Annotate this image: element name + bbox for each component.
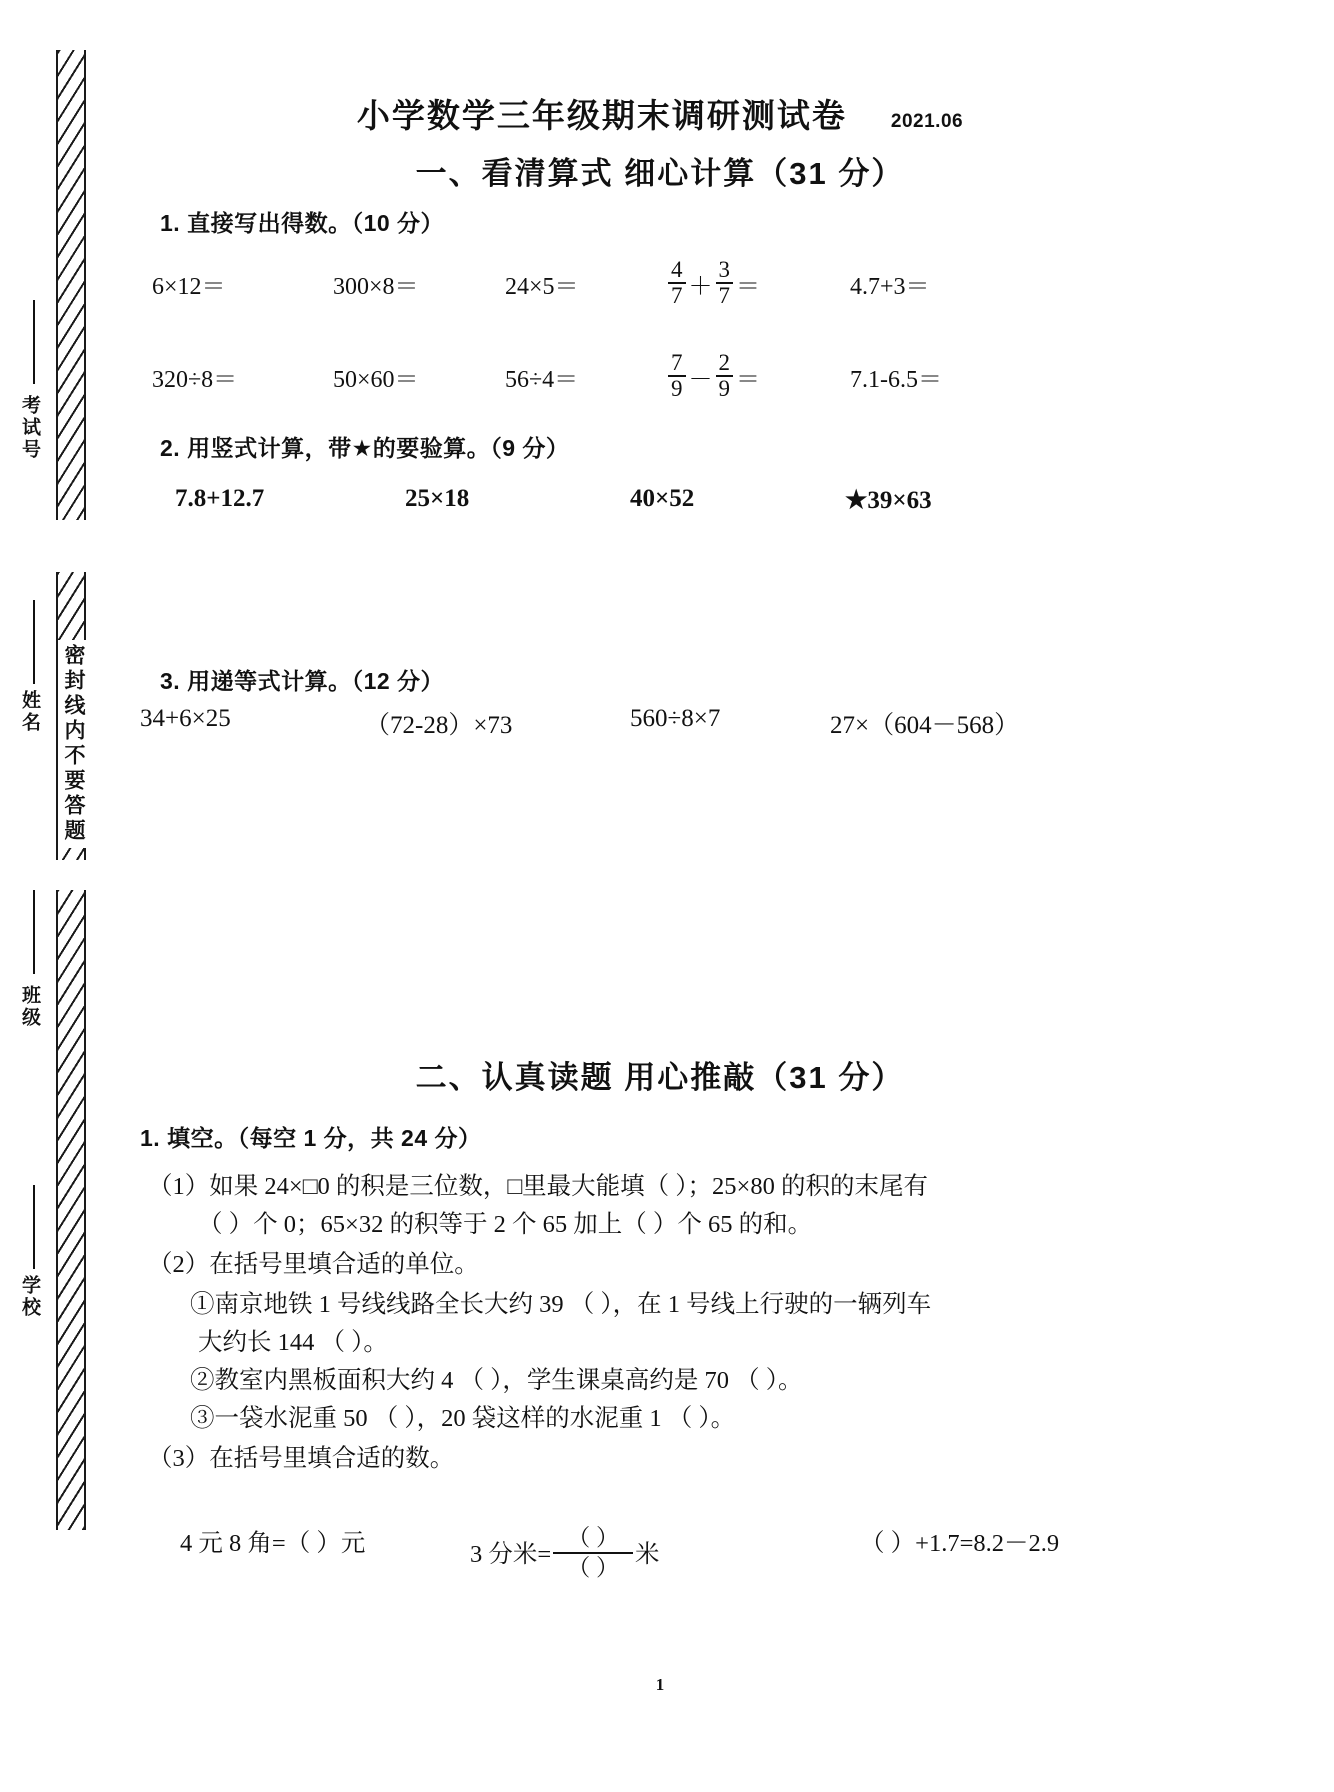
fraction-operator: － [688,366,713,393]
vertical-calculation-problem-starred: ★39×63 [845,487,932,514]
seal-field-exam-number-rule [33,300,35,384]
oral-problem: 7.1-6.5＝ [850,366,942,393]
paper-date: 2021.06 [890,111,964,132]
fraction-numerator: 7 [671,349,683,375]
seal-hatch-gap [54,520,90,572]
vertical-calculation-problem: 25×18 [405,485,470,512]
fraction [716,351,734,401]
page-number: 1 [655,1675,665,1694]
unit-conversion-problem: （ ）+1.7=8.2－2.9 [860,1530,1060,1557]
exam-content [140,0,1334,1792]
oral-problem: 24×5＝ [505,273,579,300]
fraction-denominator: 7 [668,282,686,308]
oral-arithmetic-row [140,345,1200,415]
oral-arithmetic-row [140,252,1200,322]
subsection-heading-1-3: 3. 用递等式计算。（12 分） [160,668,445,694]
fraction-denominator: 9 [668,375,686,401]
step-calculation-problem: 34+6×25 [140,705,231,732]
fill-blank-line: ①南京地铁 1 号线线路全长大约 39 （ ），在 1 号线上行驶的一辆列车 [190,1291,932,1318]
page-title: 小学数学三年级期末调研测试卷 [356,97,847,134]
fraction-numerator: 4 [671,256,683,282]
fraction-numerator: 3 [718,256,730,282]
seal-field-name-rule [33,600,35,684]
oral-problem: 4.7+3＝ [850,273,930,300]
step-calculation-problem: 27×（604－568） [830,712,1020,739]
fraction-blank [553,1524,633,1581]
fraction-numerator: 2 [718,349,730,375]
vertical-calculation-problem: 40×52 [630,485,695,512]
unit-conversion-row [140,1500,1240,1580]
fill-blank-line: （3）在括号里填合适的数。 [148,1445,455,1472]
vertical-calculation-problem: 7.8+12.7 [175,485,265,512]
equals-sign: ＝ [736,366,760,393]
fraction-denominator: 7 [716,282,734,308]
seal-field-class: 班级 [19,985,40,1029]
seal-field-exam-number: 考试号 [19,395,40,461]
unit-conversion-prefix: 3 分米= [470,1541,552,1569]
equals-sign: ＝ [736,273,760,300]
subsection-heading-1-2: 2. 用竖式计算，带★的要验算。（9 分） [160,435,570,461]
fraction [668,258,686,308]
fill-blank-line: ②教室内黑板面积大约 4 （ ），学生课桌高约是 70 （ ）。 [190,1367,803,1394]
oral-problem: 6×12＝ [152,273,226,300]
seal-margin [0,0,140,1792]
section-heading-2: 二、认真读题 用心推敲（31 分） [415,1060,905,1095]
seal-field-class-rule [33,890,35,974]
fraction-numerator-blank: （ ） [567,1525,619,1550]
oral-problem: 300×8＝ [333,273,419,300]
unit-conversion-fraction-problem [470,1524,659,1581]
oral-problem: 56÷4＝ [505,366,579,393]
subsection-heading-1-1: 1. 直接写出得数。（10 分） [160,210,445,236]
fraction-operator: ＋ [688,273,713,300]
seal-field-school-rule [33,1185,35,1269]
seal-warning-text: 密封线内不要答题 [58,640,88,848]
fraction-denominator: 9 [716,375,734,401]
fraction [668,351,686,401]
seal-field-school: 学校 [19,1275,40,1319]
fraction [716,258,734,308]
step-calculation-problem: 560÷8×7 [630,705,721,732]
step-calculation-problem: （72-28）×73 [365,712,513,739]
section-heading-1: 一、看清算式 细心计算（31 分） [415,156,905,191]
fraction-denominator-blank: （ ） [553,1552,633,1582]
seal-field-name: 姓名 [19,690,40,734]
unit-conversion-suffix: 米 [634,1541,660,1569]
seal-hatch-gap [54,860,90,890]
subsection-heading-2-1: 1. 填空。（每空 1 分，共 24 分） [140,1125,482,1151]
oral-problem: 50×60＝ [333,366,419,393]
unit-conversion-problem: 4 元 8 角=（ ）元 [180,1530,366,1557]
fill-blank-line: 大约长 144 （ ）。 [198,1329,388,1356]
oral-problem-fraction [665,252,760,314]
fill-blank-line: （1）如果 24×□0 的积是三位数，□里最大能填（ ）；25×80 的积的末尾有 [148,1173,928,1200]
oral-problem: 320÷8＝ [152,366,238,393]
fill-blank-line: ③一袋水泥重 50 （ ），20 袋这样的水泥重 1 （ ）。 [190,1405,736,1432]
paper-header [140,90,1180,137]
fill-blank-line: （2）在括号里填合适的单位。 [148,1251,479,1278]
fill-blank-line: （ ）个 0；65×32 的积等于 2 个 65 加上（ ）个 65 的和。 [198,1211,813,1238]
oral-problem-fraction [665,345,760,407]
